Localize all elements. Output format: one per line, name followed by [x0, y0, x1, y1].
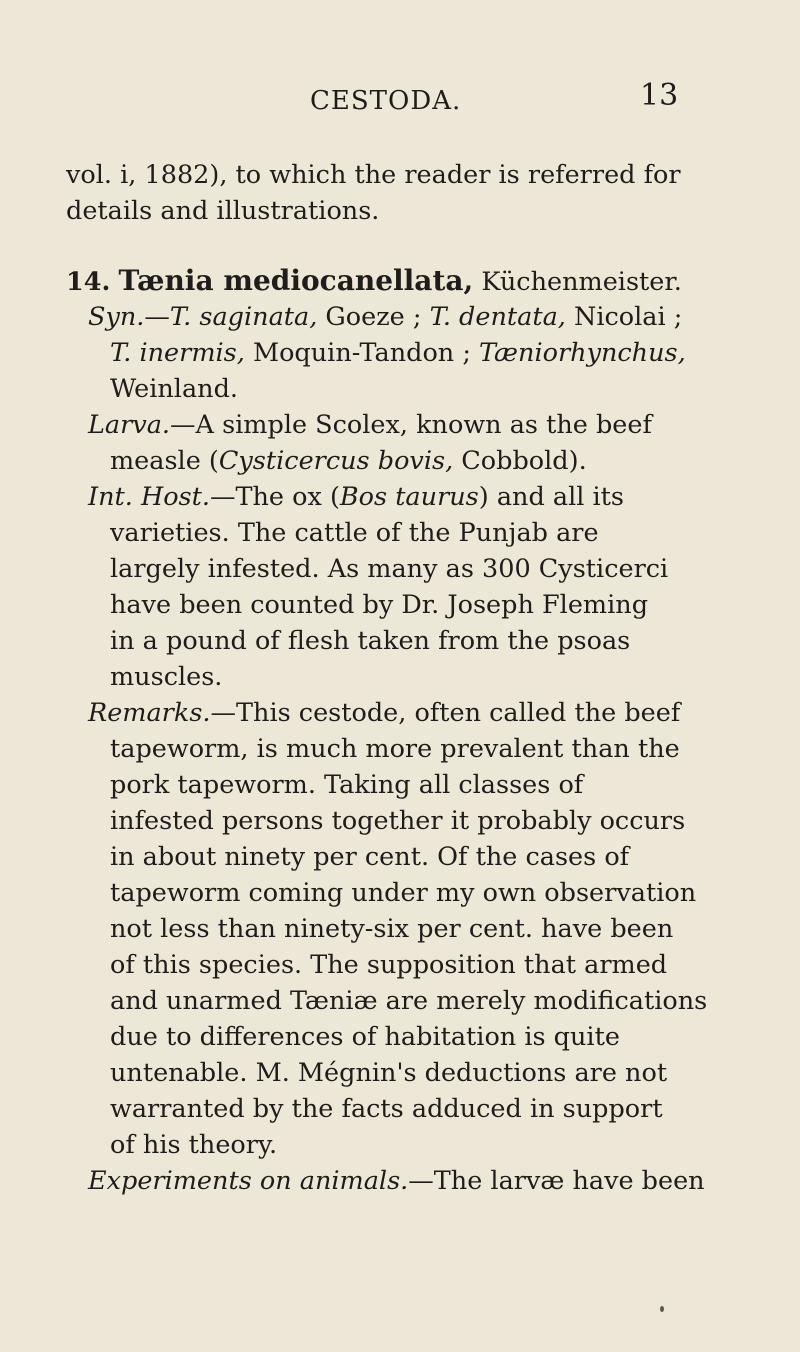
synonym-4-author: Weinland.: [110, 374, 239, 404]
larva-text-2a: measle (: [110, 446, 219, 476]
remarks-line: of his theory.: [110, 1130, 278, 1160]
host-line: in a pound of flesh taken from the psoas: [110, 626, 631, 656]
host-line: muscles.: [110, 662, 223, 692]
synonym-1-name: T. saginata,: [169, 302, 318, 332]
host-line: varieties. The cattle of the Punjab are: [110, 518, 599, 548]
synonym-2-author: Nicolai ;: [565, 302, 683, 332]
running-head: CESTODA.: [310, 86, 462, 116]
remarks-line: due to differences of habitation is quite: [110, 1022, 620, 1052]
remarks-line: of this species. The supposition that armed: [110, 950, 668, 980]
entry-author: Küchenmeister.: [473, 267, 682, 297]
ink-speck: [660, 1306, 664, 1312]
synonym-2-name: T. dentata,: [429, 302, 566, 332]
larva-label: Larva.: [88, 410, 171, 440]
host-line: largely infested. As many as 300 Cysticerci: [110, 554, 669, 584]
page-number: 13: [640, 78, 679, 113]
remarks-line: tapeworm, is much more prevalent than the: [110, 734, 680, 764]
entry-number: 14.: [66, 267, 111, 297]
entry-title: Tænia mediocanellata,: [118, 264, 474, 297]
host-line-1: [88, 480, 624, 514]
remarks-line: not less than ninety-six per cent. have been: [110, 914, 674, 944]
remarks-line: infested persons together it probably occurs: [110, 806, 686, 836]
host-line: have been counted by Dr. Joseph Fleming: [110, 590, 649, 620]
experiments-line: [88, 1164, 705, 1198]
larva-line-1: [88, 408, 652, 442]
larva-species: Cysticercus bovis,: [218, 446, 454, 476]
remarks-line-1: [88, 696, 680, 730]
remarks-line: tapeworm coming under my own observation: [110, 878, 697, 908]
remarks-label: Remarks.: [88, 698, 211, 728]
remarks-line: and unarmed Tæniæ are merely modifications: [110, 986, 708, 1016]
intro-line-1: vol. i, 1882), to which the reader is referred for: [66, 160, 681, 190]
larva-line-2: [110, 444, 587, 478]
synonyms-dash: —: [144, 302, 170, 332]
remarks-text-1: —This cestode, often called the beef: [210, 698, 681, 728]
synonym-1-author: Goeze ;: [317, 302, 430, 332]
entry-heading: [66, 264, 682, 299]
host-species: Bos taurus: [339, 482, 479, 512]
synonyms-line-1: [88, 300, 682, 334]
remarks-line: pork tapeworm. Taking all classes of: [110, 770, 584, 800]
synonyms-label: Syn.: [88, 302, 145, 332]
larva-text-1: —A simple Scolex, known as the beef: [170, 410, 652, 440]
larva-text-2b: Cobbold).: [453, 446, 587, 476]
remarks-line: warranted by the facts adduced in support: [110, 1094, 663, 1124]
experiments-text: —The larvæ have been: [408, 1166, 705, 1196]
synonym-4-name: Tæniorhynchus,: [479, 338, 686, 368]
intro-line-2: details and illustrations.: [66, 196, 380, 226]
host-text-1a: —The ox (: [209, 482, 340, 512]
synonym-3-name: T. inermis,: [110, 338, 245, 368]
remarks-line: untenable. M. Mégnin's deductions are not: [110, 1058, 668, 1088]
host-label: Int. Host.: [88, 482, 210, 512]
synonym-3-author: Moquin-Tandon ;: [244, 338, 480, 368]
synonyms-line-2: [110, 336, 686, 370]
host-text-1b: ) and all its: [478, 482, 624, 512]
remarks-line: in about ninety per cent. Of the cases of: [110, 842, 630, 872]
experiments-label: Experiments on animals.: [88, 1166, 409, 1196]
